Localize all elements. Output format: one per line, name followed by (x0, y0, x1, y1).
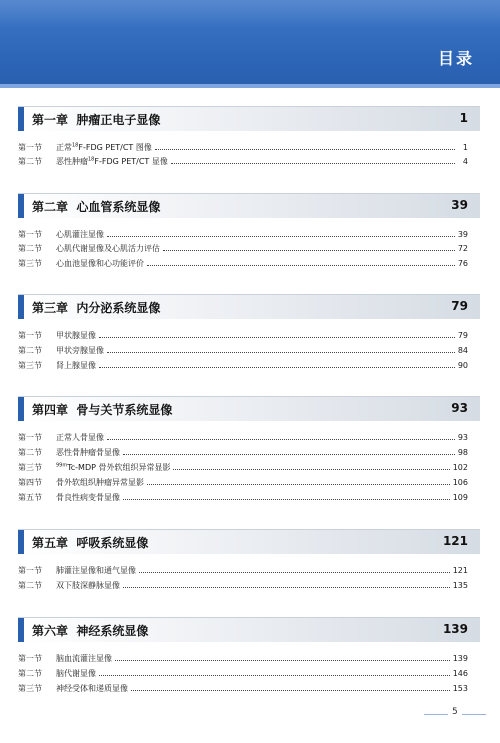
dot-leader (147, 478, 450, 485)
toc-entry[interactable] (18, 492, 468, 506)
section-page: 4 (462, 157, 468, 166)
chapter-accent (18, 397, 24, 421)
section-title: 恶性骨肿瘤骨显像 (56, 448, 120, 457)
toc-entry[interactable] (18, 258, 468, 272)
dot-leader (171, 157, 455, 164)
chapter-title: 肿瘤正电子显像 (76, 113, 161, 127)
chapter-page: 1 (459, 111, 468, 125)
section-label: 第二节 (18, 448, 42, 457)
section-page: 109 (452, 493, 468, 502)
toc-entry[interactable] (18, 330, 468, 344)
section-label: 第三节 (18, 684, 42, 693)
chapter-page: 139 (442, 622, 468, 636)
dot-leader (173, 463, 449, 470)
section-page: 79 (457, 331, 468, 340)
chapter-accent (18, 295, 24, 319)
chapter-page: 39 (451, 198, 468, 212)
section-title: 甲状旁腺显像 (56, 346, 104, 355)
dot-leader (131, 684, 450, 691)
section-title: 肾上腺显像 (56, 361, 96, 370)
section-page: 72 (457, 244, 468, 253)
chapter-2-heading[interactable] (18, 193, 480, 218)
toc-entry[interactable] (18, 580, 468, 594)
section-page: 153 (452, 684, 468, 693)
section-label: 第一节 (18, 230, 42, 239)
toc-entry[interactable] (18, 668, 468, 682)
section-label: 第一节 (18, 433, 42, 442)
chapter-1-heading[interactable] (18, 106, 480, 131)
toc-entry[interactable] (18, 477, 468, 491)
toc-entry[interactable] (18, 243, 468, 257)
section-title: 正常$^{18}$F-FDG PET/CT 图像 (56, 142, 152, 152)
section-page: 135 (452, 581, 468, 590)
chapter-3-heading[interactable] (18, 294, 480, 319)
dot-leader (139, 566, 450, 573)
toc-title: 目录 (437, 49, 474, 68)
chapter-accent (18, 194, 24, 218)
section-title: 骨外软组织肿瘤异常显影 (56, 478, 144, 487)
section-title: 神经受体和递质显像 (56, 684, 128, 693)
chapter-label: 第六章 (32, 624, 69, 638)
section-page: 98 (457, 448, 468, 457)
dot-leader (107, 230, 455, 237)
chapter-title: 骨与关节系统显像 (76, 403, 173, 417)
dot-leader (99, 331, 455, 338)
chapter-label: 第五章 (32, 536, 69, 550)
chapter-6-heading[interactable] (18, 617, 480, 642)
section-title: 脑代谢显像 (56, 669, 96, 678)
section-title: $^{99m}$Tc-MDP 骨外软组织异常显影 (56, 462, 171, 472)
chapter-label: 第四章 (32, 403, 69, 417)
section-label: 第四节 (18, 478, 42, 487)
dot-leader (155, 143, 455, 150)
section-title: 心血池显像和心功能评价 (56, 259, 144, 268)
section-title: 骨良性病变骨显像 (56, 493, 120, 502)
toc-entry[interactable] (18, 229, 468, 243)
dot-leader (107, 433, 455, 440)
section-page: 102 (452, 463, 468, 472)
header-band (0, 0, 500, 88)
page-number: 5 (452, 707, 458, 717)
chapter-title: 内分泌系统显像 (76, 301, 161, 315)
toc-entry[interactable] (18, 447, 468, 461)
chapter-page: 93 (451, 401, 468, 415)
section-label: 第一节 (18, 654, 42, 663)
section-label: 第二节 (18, 669, 42, 678)
chapter-title: 神经系统显像 (76, 624, 149, 638)
chapter-label: 第一章 (32, 113, 69, 127)
dot-leader (99, 361, 455, 368)
section-label: 第二节 (18, 346, 42, 355)
section-page: 84 (457, 346, 468, 355)
chapter-5-heading[interactable] (18, 529, 480, 554)
dot-leader (147, 259, 455, 266)
chapter-label: 第二章 (32, 200, 69, 214)
dot-leader (99, 669, 450, 676)
section-title: 正常人骨显像 (56, 433, 104, 442)
section-label: 第五节 (18, 493, 42, 502)
chapter-page: 121 (442, 534, 468, 548)
toc-entry[interactable] (18, 683, 468, 697)
section-title: 肺灌注显像和通气显像 (56, 566, 136, 575)
section-page: 93 (457, 433, 468, 442)
section-label: 第一节 (18, 331, 42, 340)
footer-rule-left (424, 714, 448, 715)
section-page: 39 (457, 230, 468, 239)
toc-entry[interactable] (18, 565, 468, 579)
section-page: 121 (452, 566, 468, 575)
toc-entry[interactable] (18, 142, 468, 156)
section-title: 心肌代谢显像及心肌活力评估 (56, 244, 160, 253)
section-label: 第三节 (18, 259, 42, 268)
chapter-label: 第三章 (32, 301, 69, 315)
toc-entry[interactable] (18, 462, 468, 476)
chapter-title: 心血管系统显像 (76, 200, 161, 214)
dot-leader (123, 493, 450, 500)
section-label: 第三节 (18, 361, 42, 370)
dot-leader (123, 581, 450, 588)
section-page: 90 (457, 361, 468, 370)
chapter-4-heading[interactable] (18, 396, 480, 421)
chapter-accent (18, 530, 24, 554)
section-label: 第三节 (18, 463, 42, 472)
dot-leader (123, 448, 455, 455)
section-label: 第二节 (18, 244, 42, 253)
chapter-accent (18, 107, 24, 131)
section-title: 双下肢深静脉显像 (56, 581, 120, 590)
section-label: 第一节 (18, 143, 42, 152)
section-label: 第二节 (18, 157, 42, 166)
section-page: 139 (452, 654, 468, 663)
section-title: 恶性肿瘤$^{18}$F-FDG PET/CT 显像 (56, 156, 168, 166)
dot-leader (107, 346, 455, 353)
section-title: 心肌灌注显像 (56, 230, 104, 239)
chapter-page: 79 (451, 299, 468, 313)
section-title: 脑血流灌注显像 (56, 654, 112, 663)
dot-leader (115, 654, 450, 661)
toc-entry[interactable] (18, 653, 468, 667)
toc-entry[interactable] (18, 345, 468, 359)
section-page: 106 (452, 478, 468, 487)
chapter-accent (18, 618, 24, 642)
dot-leader (163, 244, 455, 251)
section-label: 第一节 (18, 566, 42, 575)
section-label: 第二节 (18, 581, 42, 590)
section-title: 甲状腺显像 (56, 331, 96, 340)
toc-entry[interactable] (18, 156, 468, 170)
section-page: 1 (462, 143, 468, 152)
toc-entry[interactable] (18, 360, 468, 374)
toc-entry[interactable] (18, 432, 468, 446)
chapter-title: 呼吸系统显像 (76, 536, 149, 550)
footer-rule-right (462, 714, 486, 715)
section-page: 76 (457, 259, 468, 268)
section-page: 146 (452, 669, 468, 678)
